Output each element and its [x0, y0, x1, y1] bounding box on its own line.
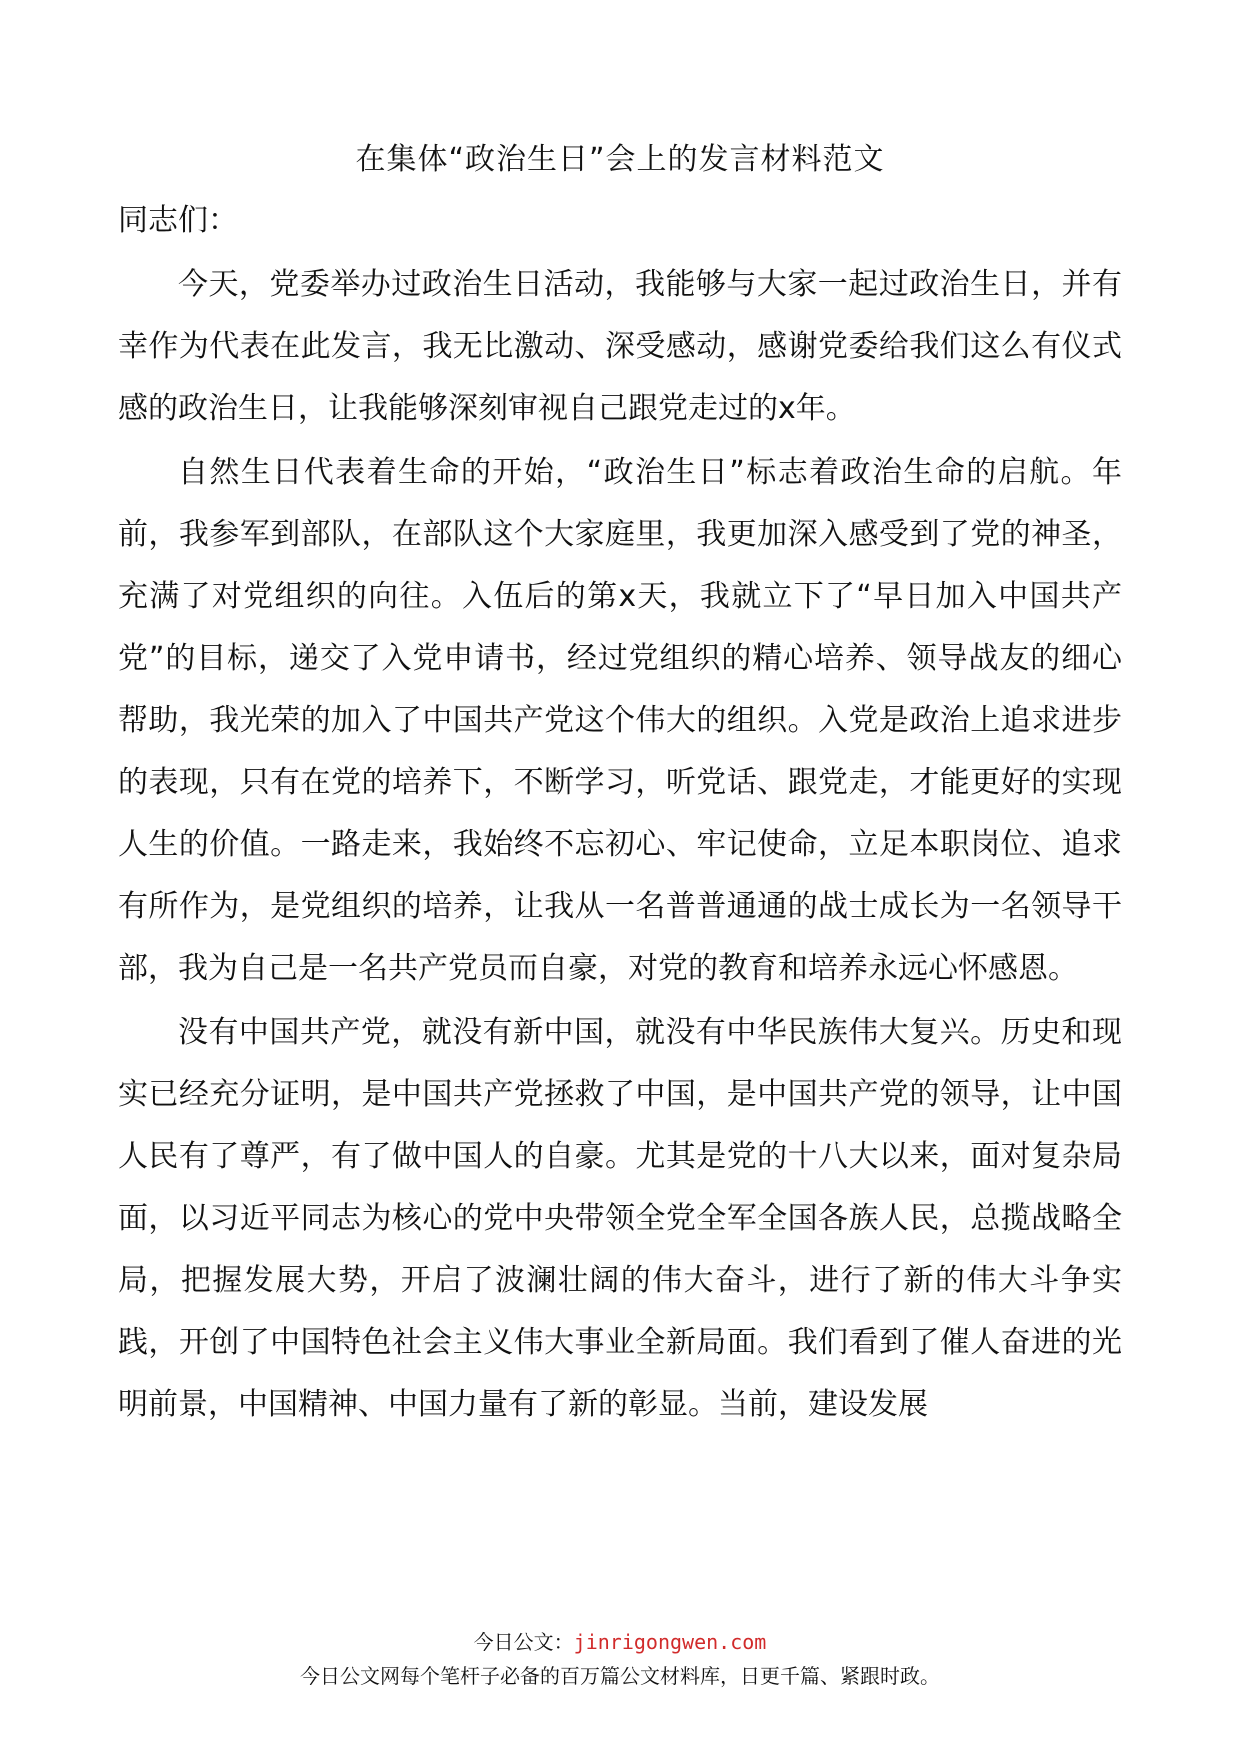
paragraph-3: 没有中国共产党，就没有新中国，就没有中华民族伟大复兴。历史和现实已经充分证明，是中国共产党拯救了中国，是中国共产党的领导，让中国人民有了尊严，有了做中国人的自豪。尤其是党的十八大以来，面对复杂局面，以习近平同志为核心的党中央带领全党全军全国各族人民，总揽战略全局，把握发展大势，开启了波澜壮阔的伟大奋斗，进行了新的伟大斗争实践，开创了中国特色社会主义伟大事业全新局面。我们看到了催人奋进的光明前景，中国精神、中国力量有了新的彰显。当前，建设发展	[118, 1015, 1122, 1422]
document-title: 在集体“政治生日”会上的发言材料范文	[355, 142, 885, 177]
footer-site-line	[0, 1628, 1240, 1656]
document-body	[118, 190, 1122, 1438]
footer-site-label: 今日公文：	[473, 1630, 574, 1654]
salutation: 同志们：	[118, 203, 238, 238]
footer-slogan: 今日公文网每个笔杆子必备的百万篇公文材料库，日更千篇、紧跟时政。	[300, 1664, 940, 1688]
paragraph-2: 自然生日代表着生命的开始，“政治生日”标志着政治生命的启航。年前，我参军到部队，在部队这个大家庭里，我更加深入感受到了党的神圣，充满了对党组织的向往。入伍后的第x天，我就立下了“早日加入中国共产党”的目标，递交了入党申请书，经过党组织的精心培养、领导战友的细心帮助，我光荣的加入了中国共产党这个伟大的组织。入党是政治上追求进步的表现，只有在党的培养下，不断学习，听党话、跟党走，才能更好的实现人生的价值。一路走来，我始终不忘初心、牢记使命，立足本职岗位、追求有所作为，是党组织的培养，让我从一名普普通通的战士成长为一名领导干部，我为自己是一名共产党员而自豪，对党的教育和培养永远心怀感恩。	[118, 455, 1122, 986]
footer-site-link[interactable]: jinrigongwen.com	[573, 1630, 767, 1654]
paragraph-1: 今天，党委举办过政治生日活动，我能够与大家一起过政治生日，并有幸作为代表在此发言，我无比激动、深受感动，感谢党委给我们这么有仪式感的政治生日，让我能够深刻审视自己跟党走过的x年。	[118, 267, 1122, 426]
